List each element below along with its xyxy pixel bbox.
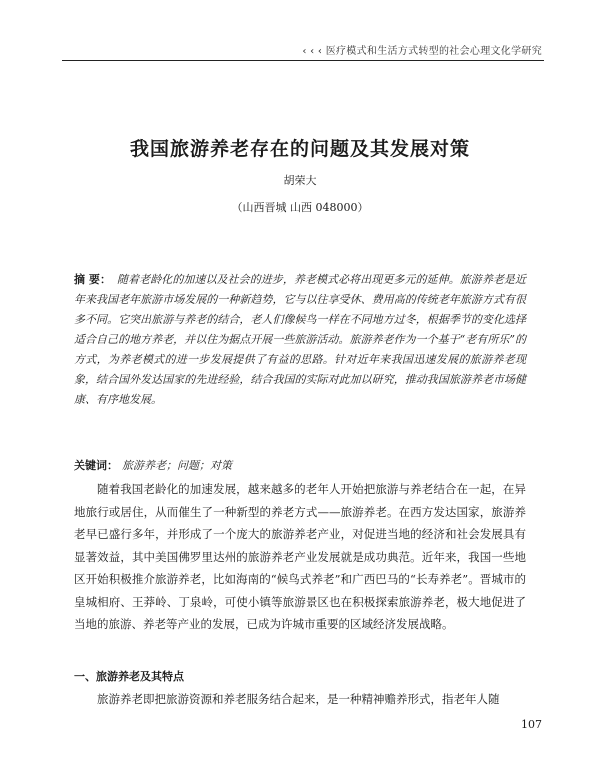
section-heading-1: 一、旅游养老及其特点 bbox=[74, 670, 184, 683]
abstract-label: 摘 要： bbox=[74, 273, 112, 286]
page-number: 107 bbox=[521, 718, 542, 731]
abstract-text: 随着老龄化的加速以及社会的进步，养老模式必将出现更多元的延伸。旅游养老是近年来我国老年旅游市场发展的一种新趋势，它与以往享受休、费用高的传统老年旅游方式有很多不同。它突出旅游与养老的结合，老人们像候鸟一样在不同地方过冬，根据季节的变化选择适合自己的地方养老，并以住为据点开展一些旅游活动。旅游养老作为一个基于“老有所乐”的方式，为养老模式的进一步发展提供了有益的思路。针对近年来我国迅速发展的旅游养老现象，结合国外发达国家的先进经验，结合我国的实际对此加以研究，推动我国旅游养老市场健康、有序地发展。 bbox=[74, 273, 526, 406]
keywords bbox=[74, 456, 526, 476]
author-affiliation: （山西晋城 山西 048000） bbox=[231, 201, 369, 214]
article-title: 我国旅游养老存在的问题及其发展对策 bbox=[129, 138, 470, 160]
running-head: ‹ ‹ ‹ 医疗模式和生活方式转型的社会心理文化学研究 bbox=[302, 46, 542, 57]
header-rule bbox=[62, 60, 544, 61]
abstract bbox=[74, 270, 526, 410]
body-paragraph-1: 随着我国老龄化的加速发展，越来越多的老年人开始把旅游与养老结合在一起，在异地旅行或居住，从而催生了一种新型的养老方式——旅游养老。在西方发达国家，旅游养老早已盛行多年，并形成了一个庞大的旅游养老产业，对促进当地的经济和社会发展具有显著效益，其中美国佛罗里达州的旅游养老产业发展就是成功典范。近年来，我国一些地区开始积极推介旅游养老，比如海南的“候鸟式养老”和广西巴马的“长寿养老”。晋城市的皇城相府、王莽岭、丁泉岭，可使小镇等旅游景区也在积极探索旅游养老，极大地促进了当地的旅游、养老等产业的发展，已成为许城市重要的区域经济发展战略。 bbox=[74, 482, 526, 631]
body-paragraph-2: 旅游养老即把旅游资源和养老服务结合起来，是一种精神赡养形式，指老年人随 bbox=[97, 692, 500, 706]
keywords-text: 旅游养老；问题；对策 bbox=[122, 459, 232, 472]
author-name: 胡荣大 bbox=[283, 174, 317, 187]
keywords-label: 关键词： bbox=[74, 459, 118, 472]
